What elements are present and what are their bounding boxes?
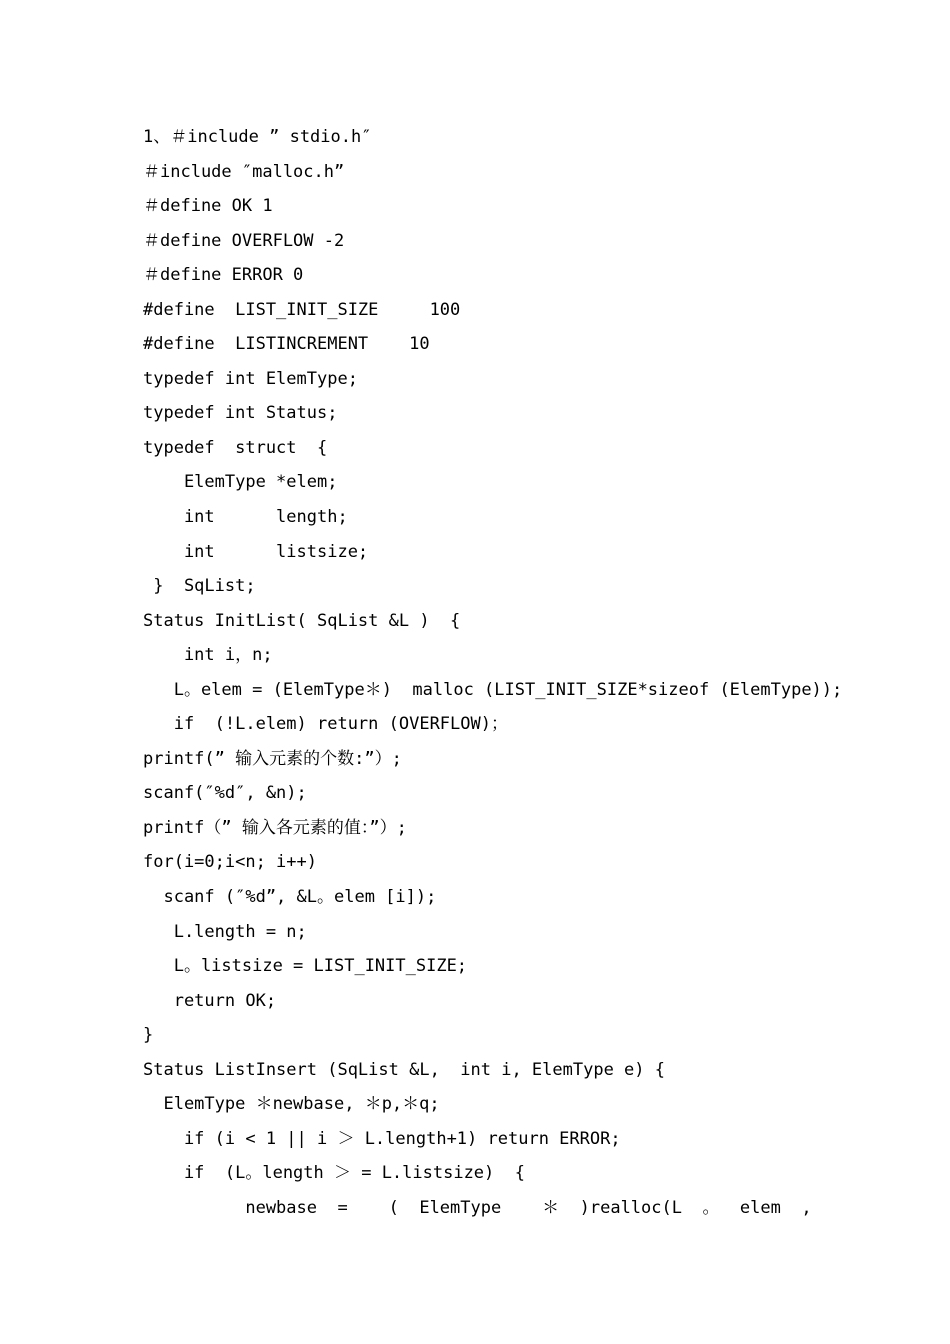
code-line: int i，n;	[143, 645, 273, 666]
code-line: ＃include ″malloc.h”	[143, 161, 345, 182]
code-line: ElemType ＊newbase, ＊p,＊q;	[143, 1094, 440, 1115]
code-line: printf(” 输入元素的个数:”）;	[143, 748, 402, 769]
code-line: if (i < 1 || i ＞ L.length+1) return ERROR;	[143, 1128, 621, 1149]
code-line: for(i=0;i<n; i++)	[143, 852, 317, 873]
code-line: L。elem = (ElemType＊) malloc (LIST_INIT_SIZE*sizeof (ElemType));	[143, 679, 843, 700]
code-line: } SqList;	[143, 576, 256, 597]
code-line: int listsize;	[143, 541, 369, 562]
code-line: typedef struct {	[143, 437, 328, 458]
code-listing	[143, 120, 923, 1226]
code-line: return OK;	[143, 990, 277, 1011]
code-line: typedef int ElemType;	[143, 368, 358, 389]
code-line: if (!L.elem) return (OVERFLOW)；	[143, 714, 508, 735]
code-line: if (L。length ＞ = L.listsize) {	[143, 1163, 525, 1184]
code-line: ＃define OK 1	[143, 196, 273, 217]
code-line: #define LIST_INIT_SIZE 100	[143, 299, 461, 320]
code-line: Status ListInsert (SqList &L, int i, ElemType e) {	[143, 1059, 665, 1080]
code-line: 1、＃include ” stdio.h″	[143, 127, 372, 147]
code-line: ElemType *elem;	[143, 472, 338, 493]
code-line: int length;	[143, 507, 348, 528]
code-line: L.length = n;	[143, 921, 307, 942]
code-line: ＃define ERROR 0	[143, 265, 304, 286]
code-line: typedef int Status;	[143, 403, 338, 424]
code-line: #define LISTINCREMENT 10	[143, 334, 430, 355]
code-line: Status InitList( SqList &L ) {	[143, 610, 461, 631]
code-line: printf（” 输入各元素的值：”）;	[143, 817, 407, 838]
code-line: L。listsize = LIST_INIT_SIZE;	[143, 956, 468, 977]
code-line: }	[143, 1025, 154, 1046]
code-line: ＃define OVERFLOW -2	[143, 230, 345, 251]
code-line: scanf(″%d″, &n);	[143, 783, 307, 804]
code-line: newbase = ( ElemType ＊ )realloc(L 。 elem ,	[143, 1197, 812, 1218]
code-line: scanf (″%d”, &L。elem [i]);	[143, 887, 437, 908]
